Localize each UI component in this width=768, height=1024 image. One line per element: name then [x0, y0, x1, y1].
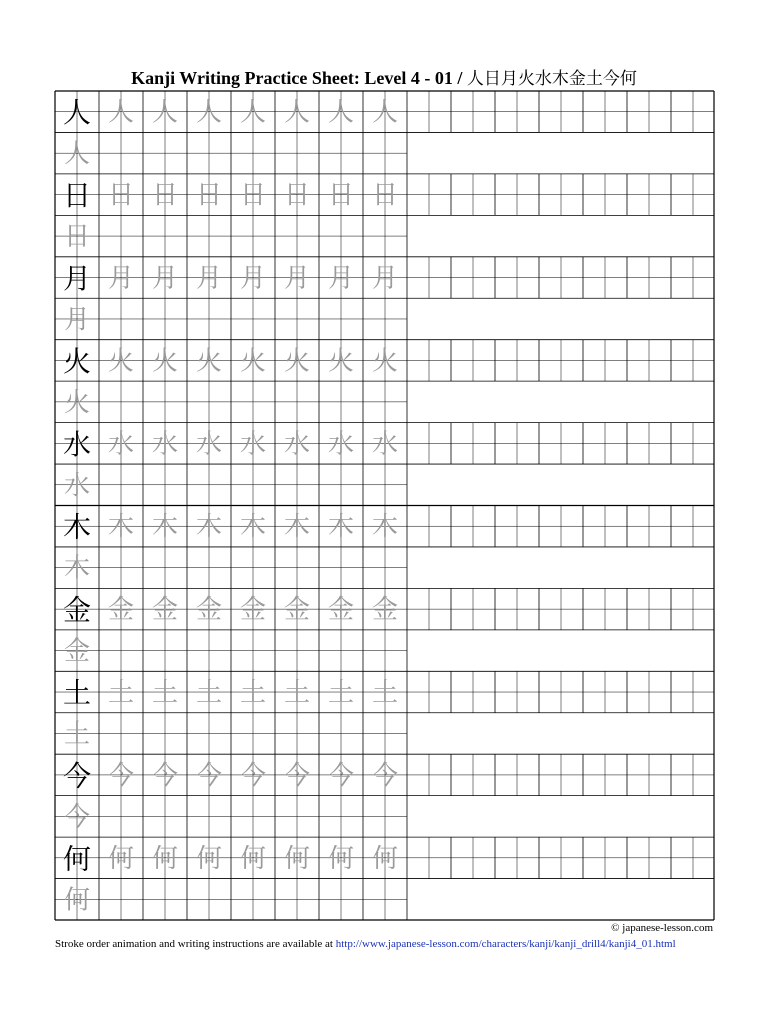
trace-kanji: 今: [107, 760, 135, 791]
trace-kanji: 人: [151, 97, 179, 128]
trace-kanji: 火: [195, 346, 223, 377]
trace-kanji: 月: [283, 263, 311, 294]
trace-kanji: 木: [63, 553, 91, 584]
trace-kanji: 金: [195, 595, 223, 626]
model-kanji: 何: [62, 842, 92, 876]
trace-kanji: 今: [327, 760, 355, 791]
trace-kanji: 日: [327, 180, 355, 211]
trace-kanji: 金: [283, 595, 311, 626]
model-kanji: 土: [62, 676, 92, 710]
trace-kanji: 水: [371, 429, 399, 460]
trace-kanji: 火: [327, 346, 355, 377]
trace-kanji: 人: [63, 139, 91, 170]
trace-kanji: 木: [371, 512, 399, 543]
trace-kanji: 水: [151, 429, 179, 460]
trace-kanji: 日: [107, 180, 135, 211]
title-kanji-list: 人日月火水木金土今何: [466, 69, 637, 89]
trace-kanji: 水: [283, 429, 311, 460]
trace-kanji: 土: [63, 719, 91, 750]
trace-kanji: 火: [371, 346, 399, 377]
trace-kanji: 日: [371, 180, 399, 211]
trace-kanji: 人: [371, 97, 399, 128]
trace-kanji: 日: [63, 222, 91, 253]
model-kanji: 今: [62, 759, 92, 793]
trace-kanji: 木: [195, 512, 223, 543]
trace-kanji: 木: [327, 512, 355, 543]
trace-kanji: 火: [239, 346, 267, 377]
trace-kanji: 土: [107, 678, 135, 709]
trace-kanji: 木: [239, 512, 267, 543]
trace-kanji: 土: [239, 678, 267, 709]
trace-kanji: 水: [195, 429, 223, 460]
trace-kanji: 火: [63, 387, 91, 418]
trace-kanji: 今: [371, 760, 399, 791]
page-title: [0, 64, 768, 89]
trace-kanji: 金: [63, 636, 91, 667]
trace-kanji: 火: [151, 346, 179, 377]
trace-kanji: 月: [151, 263, 179, 294]
model-kanji: 人: [62, 96, 92, 130]
trace-kanji: 今: [195, 760, 223, 791]
trace-kanji: 人: [283, 97, 311, 128]
trace-kanji: 水: [239, 429, 267, 460]
trace-kanji: 月: [195, 263, 223, 294]
model-kanji: 日: [62, 179, 92, 213]
trace-kanji: 人: [239, 97, 267, 128]
trace-kanji: 何: [63, 885, 91, 916]
title-text: Kanji Writing Practice Sheet: Level 4 - 01 /: [131, 68, 467, 88]
stroke-order-link[interactable]: http://www.japanese-lesson.com/characters/kanji/kanji_drill4/kanji4_01.html: [335, 938, 676, 950]
trace-kanji: 土: [371, 678, 399, 709]
trace-kanji: 何: [327, 843, 355, 874]
trace-kanji: 土: [283, 678, 311, 709]
trace-kanji: 月: [371, 263, 399, 294]
trace-kanji: 今: [151, 760, 179, 791]
trace-kanji: 金: [327, 595, 355, 626]
trace-kanji: 何: [151, 843, 179, 874]
trace-kanji: 土: [327, 678, 355, 709]
trace-kanji: 木: [151, 512, 179, 543]
trace-kanji: 何: [283, 843, 311, 874]
trace-kanji: 金: [107, 595, 135, 626]
model-kanji: 木: [62, 510, 92, 544]
trace-kanji: 今: [239, 760, 267, 791]
trace-kanji: 何: [195, 843, 223, 874]
trace-kanji: 月: [327, 263, 355, 294]
trace-kanji: 水: [107, 429, 135, 460]
model-kanji: 金: [62, 593, 92, 627]
trace-kanji: 日: [151, 180, 179, 211]
footer-note: [55, 938, 676, 950]
trace-kanji: 日: [239, 180, 267, 211]
trace-kanji: 木: [283, 512, 311, 543]
trace-kanji: 木: [107, 512, 135, 543]
trace-kanji: 土: [195, 678, 223, 709]
footer-text: Stroke order animation and writing instructions are available at: [55, 938, 336, 950]
trace-kanji: 金: [371, 595, 399, 626]
trace-kanji: 水: [327, 429, 355, 460]
trace-kanji: 火: [283, 346, 311, 377]
trace-kanji: 何: [371, 843, 399, 874]
copyright-notice: © japanese-lesson.com: [611, 922, 713, 934]
trace-kanji: 今: [283, 760, 311, 791]
trace-kanji: 土: [151, 678, 179, 709]
trace-kanji: 金: [151, 595, 179, 626]
trace-kanji: 金: [239, 595, 267, 626]
trace-kanji: 月: [239, 263, 267, 294]
trace-kanji: 何: [107, 843, 135, 874]
model-kanji: 水: [62, 427, 92, 461]
trace-kanji: 日: [283, 180, 311, 211]
trace-kanji: 水: [63, 470, 91, 501]
trace-kanji: 人: [327, 97, 355, 128]
trace-kanji: 月: [107, 263, 135, 294]
trace-kanji: 人: [107, 97, 135, 128]
trace-kanji: 何: [239, 843, 267, 874]
model-kanji: 火: [62, 344, 92, 378]
trace-kanji: 日: [195, 180, 223, 211]
trace-kanji: 人: [195, 97, 223, 128]
model-kanji: 月: [62, 262, 92, 296]
trace-kanji: 月: [63, 304, 91, 335]
trace-kanji: 火: [107, 346, 135, 377]
trace-kanji: 今: [63, 802, 91, 833]
